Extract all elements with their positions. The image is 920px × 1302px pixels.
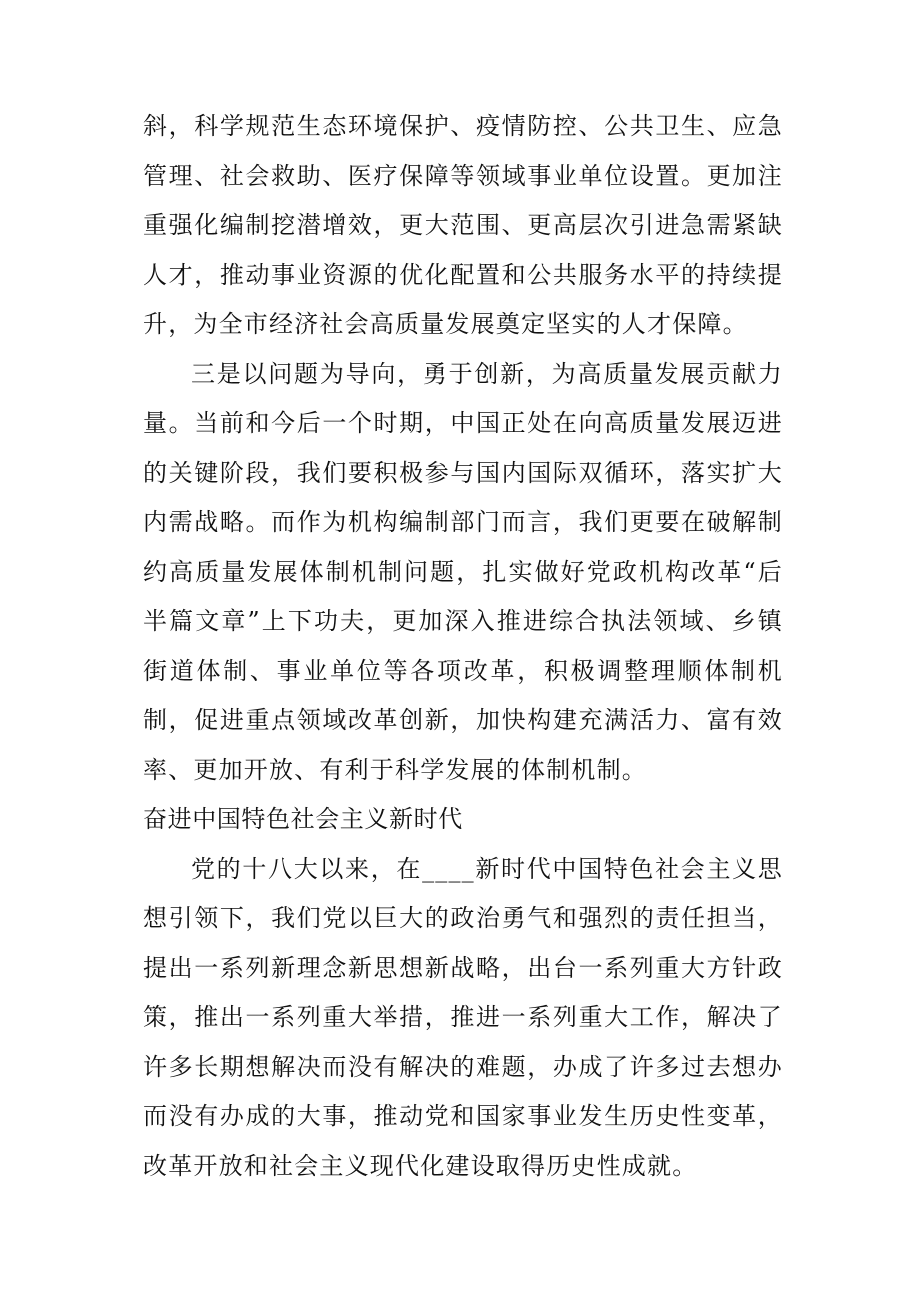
section-heading: 奋进中国特色社会主义新时代 — [143, 805, 463, 833]
paragraph-third-point: 三是以问题为导向，勇于创新，为高质量发展贡献力量。当前和今后一个时期，中国正处在向高质量发展迈进的关键阶段，我们要积极参与国内国际双循环，落实扩大内需战略。而作为机构编制部门而言，我们更要在破解制约高质量发展体制机制问题，扎实做好党政机构改革“后半篇文章”上下功夫，更加深入推进综合执法领域、乡镇街道体制、事业单位等各项改革，积极调整理顺体制机制，促进重点领域改革创新，加快构建充满活力、富有效率、更加开放、有利于科学发展的体制机制。 — [143, 359, 783, 784]
document-body — [143, 102, 783, 1191]
paragraph-continuation: 斜，科学规范生态环境保护、疫情防控、公共卫生、应急管理、社会救助、医疗保障等领域事业单位设置。更加注重强化编制挖潜增效，更大范围、更高层次引进急需紧缺人才，推动事业资源的优化配置和公共服务水平的持续提升，为全市经济社会高质量发展奠定坚实的人才保障。 — [143, 112, 783, 338]
paragraph-new-era: 党的十八大以来，在____新时代中国特色社会主义思想引领下，我们党以巨大的政治勇气和强烈的责任担当，提出一系列新理念新思想新战略，出台一系列重大方针政策，推出一系列重大举措，推进一系列重大工作，解决了许多长期想解决而没有解决的难题，办成了许多过去想办而没有办成的大事，推动党和国家事业发生历史性变革，改革开放和社会主义现代化建设取得历史性成就。 — [143, 854, 783, 1180]
